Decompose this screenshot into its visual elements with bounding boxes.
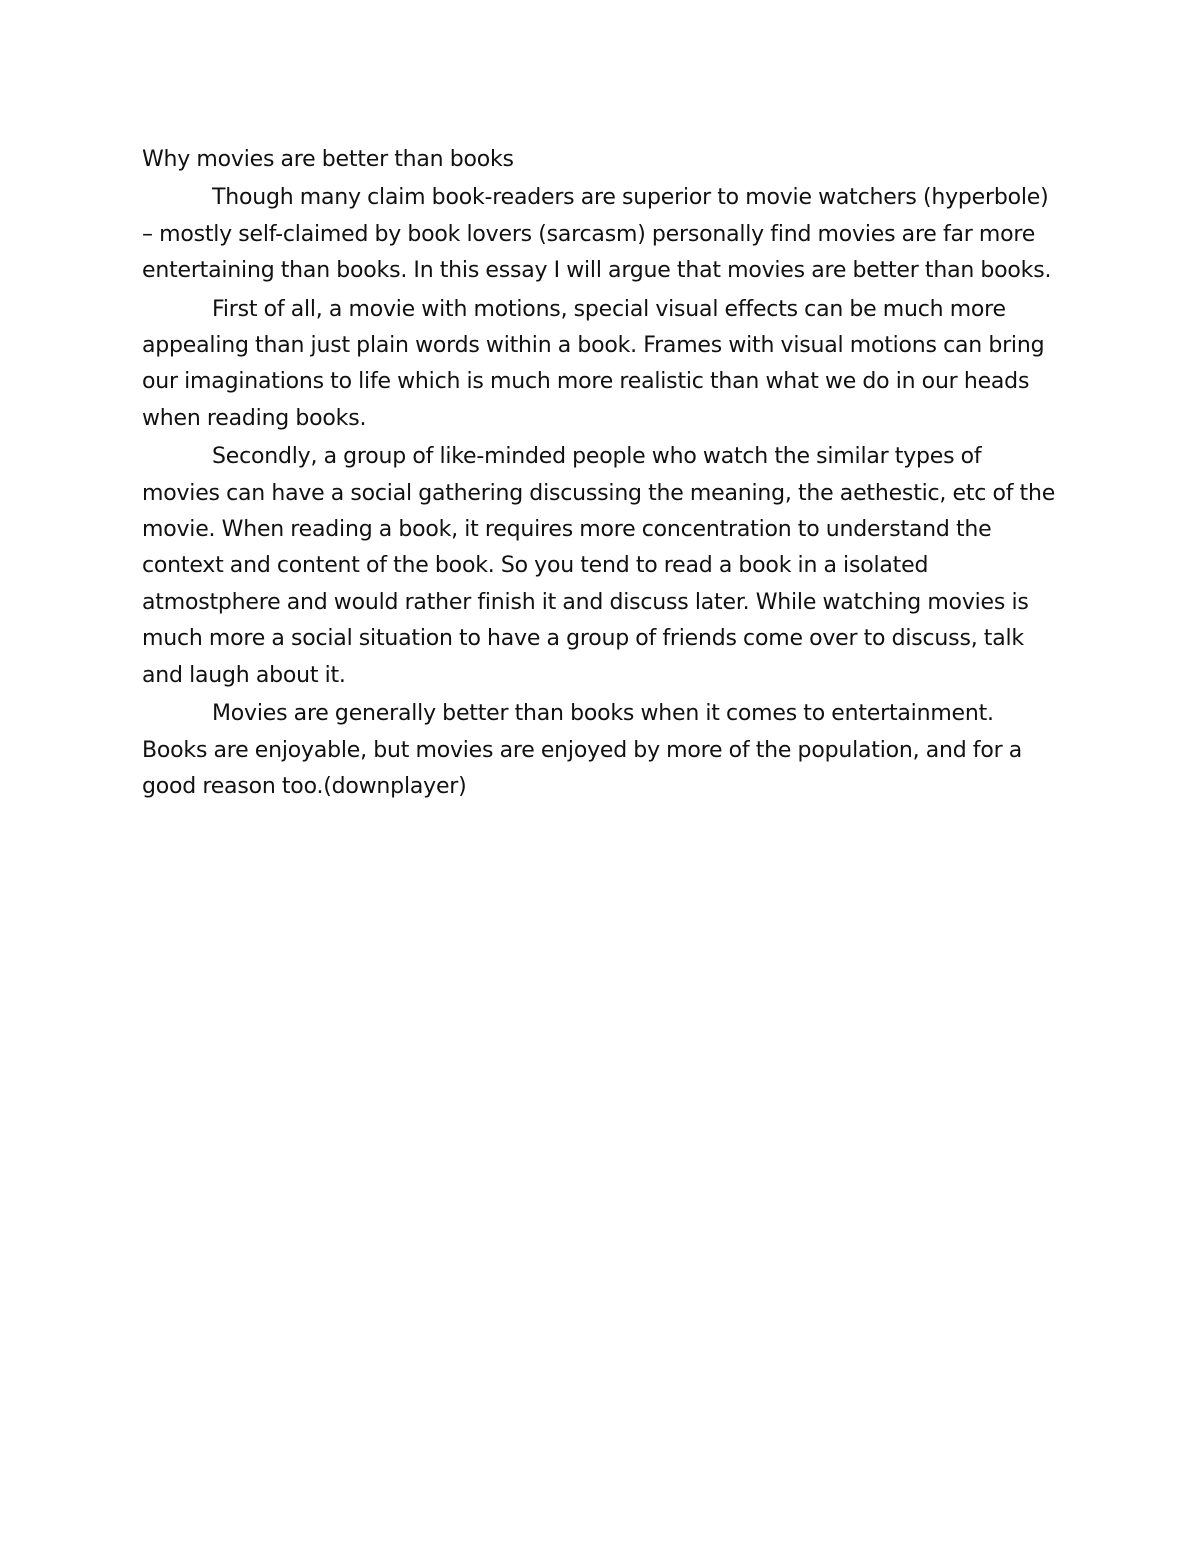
paragraph-intro: Though many claim book-readers are superior to movie watchers (hyperbole) – mostly self-claimed by book lovers (sarcasm) personally find movies are far more entertaining than books. In this essay I will argue that movies are better than books. <box>142 185 1052 284</box>
paragraph-second-argument: Secondly, a group of like-minded people who watch the similar types of movies can have a social gathering discussing the meaning, the aethestic, etc of the movie. When reading a book, it requires more concentration to understand the context and content of the book. So you tend to read a book in a isolated atmostphere and would rather finish it and discuss later. While watching movies is much more a social situation to have a group of friends come over to discuss, talk and laugh about it. <box>142 444 1056 688</box>
paragraph-conclusion: Movies are generally better than books when it comes to entertainment. Books are enjoyable, but movies are enjoyed by more of the population, and for a good reason too.(downplayer) <box>142 701 1023 799</box>
paragraph-first-argument: First of all, a movie with motions, special visual effects can be much more appealing than just plain words within a book. Frames with visual motions can bring our imaginations to life which is much more realistic than what we do in our heads when reading books. <box>142 296 1045 431</box>
document-body <box>142 142 1060 805</box>
document-title: Why movies are better than books <box>142 147 514 172</box>
